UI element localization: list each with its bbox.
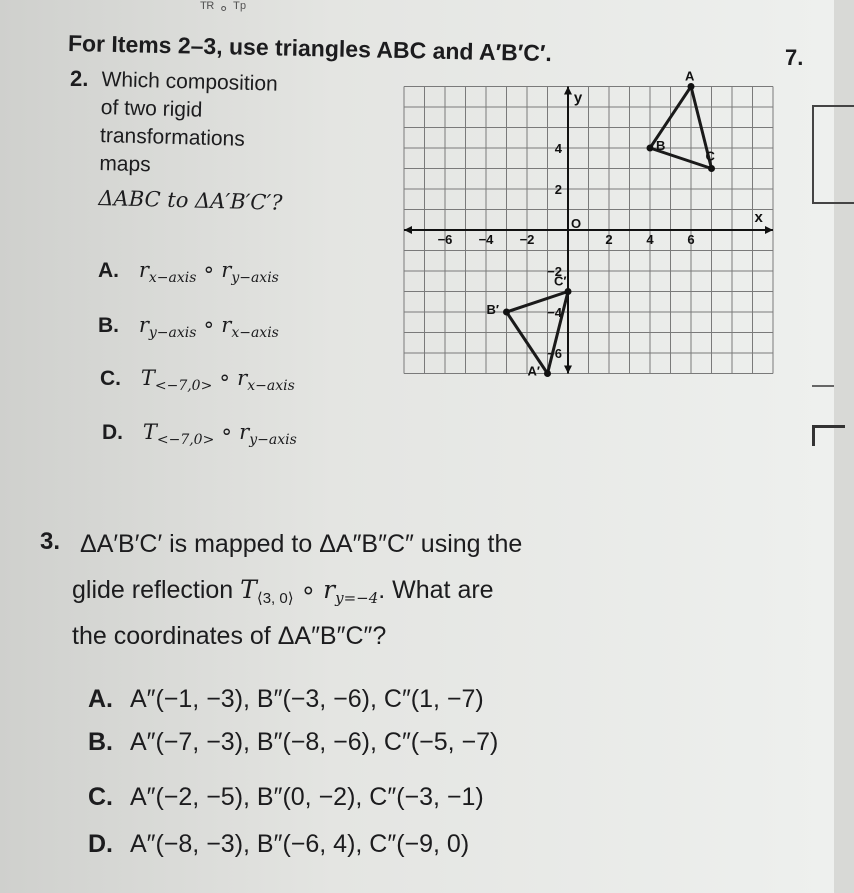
x-tick-label: −2 (519, 232, 535, 247)
coordinate-graph (400, 68, 790, 384)
q2-choice-a[interactable] (98, 258, 279, 286)
choice-sub-1: x−axis (148, 270, 197, 286)
point-label-a: A (685, 68, 695, 84)
compose-operator: ∘ (218, 367, 232, 390)
y-tick-label: −4 (547, 305, 562, 320)
triangle-vertex (503, 309, 510, 316)
q3-number: 3. (40, 528, 61, 555)
point-label-c-prime: C′ (554, 273, 567, 289)
choice-letter: A. (88, 685, 113, 713)
q2-choice-d[interactable] (102, 420, 297, 448)
choice-main-2: r (221, 258, 232, 282)
choice-main-1: r (138, 313, 149, 337)
q2-line-3: transformations (99, 124, 246, 151)
header-scrap-text: ᵀᴿ ∘ ᵀᵖ (200, 0, 247, 17)
q3-line-3: the coordinates of ΔA″B″C″? (72, 622, 387, 650)
x-tick-label: O (570, 216, 582, 231)
x-axis-arrow-left (404, 226, 412, 234)
q3-reflection-r: r (323, 575, 336, 604)
x-tick-label: 6 (687, 232, 695, 247)
x-tick-label: 2 (605, 232, 613, 247)
x-tick-label: −4 (478, 232, 494, 247)
q2-choice-c[interactable] (100, 366, 295, 394)
q2-line-1: Which composition (101, 68, 279, 96)
y-axis-label: y (573, 89, 583, 107)
point-label-a-prime: A′ (527, 363, 541, 379)
q3-translation-vector: ⟨3, 0⟩ (256, 590, 294, 607)
choice-text: A″(−2, −5), B″(0, −2), C″(−3, −1) (129, 783, 484, 811)
q3-line-2-end: . What are (378, 576, 494, 604)
choice-main-2: r (237, 366, 248, 390)
q3-line-1: ΔA′B′C′ is mapped to ΔA″B″C″ using the (80, 530, 523, 558)
triangle-vertex (544, 370, 551, 377)
compose-operator: ∘ (202, 314, 216, 337)
q2-prompt (98, 66, 286, 217)
triangle-vertex (565, 288, 572, 295)
point-label-c: C (705, 148, 715, 164)
choice-sub-2: y−axis (249, 432, 297, 448)
x-tick-label: 4 (646, 232, 654, 247)
x-axis-label: x (754, 209, 763, 226)
triangle-vertex (688, 83, 695, 90)
q2-line-5: ΔABC to ΔA′B′C′? (98, 185, 283, 215)
choice-main-2: r (239, 420, 250, 444)
x-axis-arrow (765, 226, 773, 234)
q3-translation-T: T (240, 575, 257, 604)
choice-letter: B. (98, 314, 119, 337)
choice-main-1: r (138, 258, 149, 282)
y-axis-arrow (564, 87, 572, 95)
choice-sub-1: <−7,0> (154, 378, 213, 394)
y-axis-arrow-down (564, 366, 572, 374)
y-tick-label: 4 (554, 141, 562, 156)
q3-choice-a[interactable] (88, 685, 484, 714)
choice-sub-2: x−axis (231, 325, 279, 341)
choice-main-1: T (142, 420, 157, 444)
choice-sub-2: x−axis (247, 378, 295, 394)
point-label-b-prime: B′ (486, 302, 500, 317)
q3-compose-operator: ∘ (300, 576, 317, 604)
choice-text: A″(−7, −3), B″(−8, −6), C″(−5, −7) (129, 728, 499, 756)
q2-line-4: maps (99, 151, 152, 177)
triangle-vertex (647, 145, 654, 152)
triangle-vertex (708, 165, 715, 172)
q2-choice-b[interactable] (98, 313, 279, 341)
choice-sub-1: <−7,0> (156, 432, 215, 448)
y-tick-label: 2 (554, 182, 562, 197)
compose-operator: ∘ (220, 421, 234, 444)
choice-letter: C. (100, 367, 121, 390)
choice-sub-2: y−axis (231, 270, 279, 286)
q2-line-2: of two rigid (100, 96, 203, 122)
q3-line-2-text: glide reflection (72, 576, 234, 604)
compose-operator: ∘ (202, 259, 216, 282)
q3-line-2 (72, 575, 494, 607)
choice-sub-1: y−axis (148, 325, 197, 341)
choice-main-1: T (140, 366, 155, 390)
y-tick-label: −6 (547, 346, 562, 361)
choice-text: A″(−8, −3), B″(−6, 4), C″(−9, 0) (129, 830, 470, 858)
q3-reflection-line: y=−4 (335, 589, 379, 607)
choice-letter: D. (88, 830, 113, 858)
side-number: 7. (785, 45, 804, 70)
next-column-box-edge (812, 105, 854, 204)
point-label-b: B (656, 138, 666, 153)
next-column-box-edge-2 (812, 425, 845, 446)
choice-letter: C. (88, 783, 113, 811)
intro-text: For Items 2–3, use triangles ABC and A′B′C′. (67, 30, 553, 67)
q3-choice-d[interactable] (88, 830, 469, 859)
choice-text: A″(−1, −3), B″(−3, −6), C″(1, −7) (129, 685, 484, 713)
y-tick-label: −2 (547, 264, 562, 279)
choice-letter: A. (98, 259, 119, 282)
choice-letter: D. (102, 421, 123, 444)
q2-number: 2. (70, 66, 89, 91)
choice-main-2: r (221, 313, 232, 337)
x-tick-label: −6 (437, 232, 453, 247)
divider-line (812, 385, 834, 387)
choice-letter: B. (88, 728, 113, 756)
q3-choice-c[interactable] (88, 783, 484, 812)
q3-choice-b[interactable] (88, 728, 498, 757)
